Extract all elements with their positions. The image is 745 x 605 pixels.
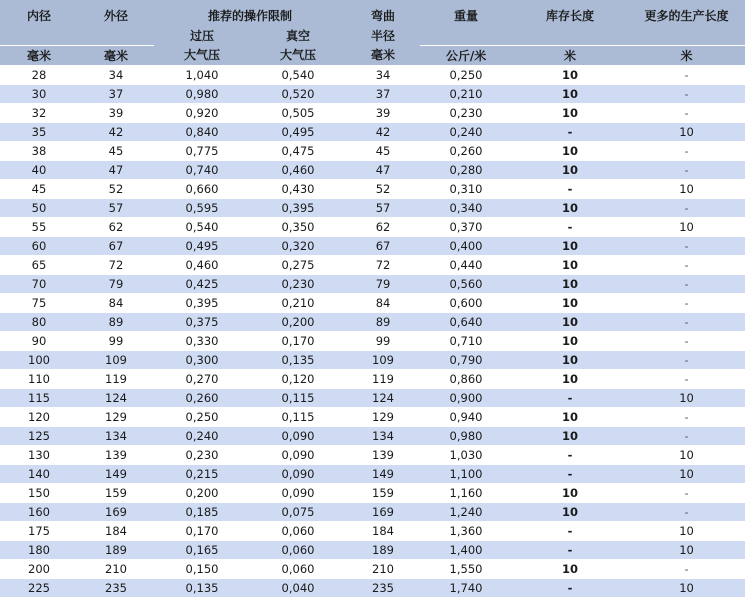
- cell-stock-length: 10: [512, 65, 628, 84]
- cell-inner-diameter: 60: [0, 236, 78, 255]
- cell-stock-length: -: [512, 521, 628, 540]
- cell-inner-diameter: 100: [0, 350, 78, 369]
- cell-vacuum: 0,090: [250, 483, 346, 502]
- cell-inner-diameter: 30: [0, 84, 78, 103]
- cell-vacuum: 0,540: [250, 65, 346, 84]
- cell-vacuum: 0,475: [250, 141, 346, 160]
- cell-outer-diameter: 47: [78, 160, 154, 179]
- cell-vacuum: 0,120: [250, 369, 346, 388]
- cell-outer-diameter: 139: [78, 445, 154, 464]
- cell-outer-diameter: 109: [78, 350, 154, 369]
- cell-overpressure: 0,840: [154, 122, 250, 141]
- header-operating-limits: 推荐的操作限制: [154, 0, 346, 27]
- table-row: [0, 578, 745, 597]
- cell-weight: 0,230: [420, 103, 512, 122]
- cell-vacuum: 0,090: [250, 426, 346, 445]
- cell-vacuum: 0,090: [250, 464, 346, 483]
- table-row: [0, 103, 745, 122]
- cell-stock-length: -: [512, 445, 628, 464]
- cell-overpressure: 0,425: [154, 274, 250, 293]
- cell-more-lengths: -: [628, 160, 745, 179]
- cell-bend-radius: 79: [346, 274, 420, 293]
- unit-overpressure: 大气压: [154, 45, 250, 65]
- cell-outer-diameter: 149: [78, 464, 154, 483]
- cell-more-lengths: -: [628, 236, 745, 255]
- cell-outer-diameter: 79: [78, 274, 154, 293]
- unit-bend-radius: 毫米: [346, 45, 420, 65]
- cell-bend-radius: 159: [346, 483, 420, 502]
- table-row: [0, 84, 745, 103]
- unit-stock-length: 米: [512, 45, 628, 65]
- cell-more-lengths: -: [628, 426, 745, 445]
- cell-inner-diameter: 160: [0, 502, 78, 521]
- header-row-titles: [0, 0, 745, 27]
- unit-vacuum: 大气压: [250, 45, 346, 65]
- cell-vacuum: 0,060: [250, 559, 346, 578]
- table-row: [0, 236, 745, 255]
- cell-more-lengths: 10: [628, 464, 745, 483]
- cell-bend-radius: 99: [346, 331, 420, 350]
- cell-more-lengths: 10: [628, 521, 745, 540]
- cell-vacuum: 0,040: [250, 578, 346, 597]
- cell-inner-diameter: 28: [0, 65, 78, 84]
- cell-outer-diameter: 39: [78, 103, 154, 122]
- table-row: [0, 445, 745, 464]
- cell-weight: 1,400: [420, 540, 512, 559]
- cell-more-lengths: -: [628, 141, 745, 160]
- cell-inner-diameter: 225: [0, 578, 78, 597]
- cell-outer-diameter: 119: [78, 369, 154, 388]
- cell-bend-radius: 189: [346, 540, 420, 559]
- cell-weight: 0,240: [420, 122, 512, 141]
- cell-weight: 0,260: [420, 141, 512, 160]
- cell-bend-radius: 89: [346, 312, 420, 331]
- cell-bend-radius: 124: [346, 388, 420, 407]
- cell-overpressure: 1,040: [154, 65, 250, 84]
- cell-weight: 1,740: [420, 578, 512, 597]
- table-row: [0, 540, 745, 559]
- cell-weight: 0,400: [420, 236, 512, 255]
- cell-stock-length: 10: [512, 255, 628, 274]
- cell-stock-length: 10: [512, 236, 628, 255]
- cell-inner-diameter: 125: [0, 426, 78, 445]
- table-row: [0, 388, 745, 407]
- cell-bend-radius: 139: [346, 445, 420, 464]
- table-row: [0, 559, 745, 578]
- cell-weight: 1,240: [420, 502, 512, 521]
- cell-outer-diameter: 72: [78, 255, 154, 274]
- cell-overpressure: 0,660: [154, 179, 250, 198]
- cell-bend-radius: 72: [346, 255, 420, 274]
- cell-more-lengths: -: [628, 84, 745, 103]
- cell-stock-length: 10: [512, 369, 628, 388]
- cell-stock-length: 10: [512, 559, 628, 578]
- cell-inner-diameter: 150: [0, 483, 78, 502]
- table-row: [0, 502, 745, 521]
- cell-bend-radius: 34: [346, 65, 420, 84]
- cell-overpressure: 0,170: [154, 521, 250, 540]
- cell-overpressure: 0,595: [154, 198, 250, 217]
- cell-bend-radius: 119: [346, 369, 420, 388]
- cell-inner-diameter: 120: [0, 407, 78, 426]
- cell-weight: 1,360: [420, 521, 512, 540]
- cell-weight: 0,340: [420, 198, 512, 217]
- table-row: [0, 255, 745, 274]
- table-row: [0, 312, 745, 331]
- cell-outer-diameter: 124: [78, 388, 154, 407]
- cell-more-lengths: -: [628, 274, 745, 293]
- cell-overpressure: 0,230: [154, 445, 250, 464]
- cell-overpressure: 0,150: [154, 559, 250, 578]
- cell-overpressure: 0,260: [154, 388, 250, 407]
- cell-stock-length: 10: [512, 160, 628, 179]
- cell-weight: 0,560: [420, 274, 512, 293]
- cell-bend-radius: 129: [346, 407, 420, 426]
- cell-bend-radius: 134: [346, 426, 420, 445]
- cell-more-lengths: 10: [628, 122, 745, 141]
- header-vacuum: 真空: [250, 27, 346, 45]
- cell-bend-radius: 42: [346, 122, 420, 141]
- cell-stock-length: -: [512, 578, 628, 597]
- cell-weight: 0,640: [420, 312, 512, 331]
- cell-overpressure: 0,460: [154, 255, 250, 274]
- table-row: [0, 331, 745, 350]
- cell-outer-diameter: 42: [78, 122, 154, 141]
- cell-overpressure: 0,540: [154, 217, 250, 236]
- cell-more-lengths: -: [628, 293, 745, 312]
- table-row: [0, 426, 745, 445]
- cell-outer-diameter: 169: [78, 502, 154, 521]
- cell-bend-radius: 235: [346, 578, 420, 597]
- cell-vacuum: 0,060: [250, 540, 346, 559]
- cell-inner-diameter: 70: [0, 274, 78, 293]
- header-bend-radius-line1: 弯曲: [346, 0, 420, 27]
- cell-more-lengths: 10: [628, 388, 745, 407]
- table-row: [0, 179, 745, 198]
- cell-vacuum: 0,430: [250, 179, 346, 198]
- table-row: [0, 122, 745, 141]
- cell-more-lengths: -: [628, 65, 745, 84]
- cell-overpressure: 0,330: [154, 331, 250, 350]
- cell-bend-radius: 45: [346, 141, 420, 160]
- cell-bend-radius: 62: [346, 217, 420, 236]
- cell-vacuum: 0,275: [250, 255, 346, 274]
- cell-vacuum: 0,090: [250, 445, 346, 464]
- cell-stock-length: 10: [512, 350, 628, 369]
- cell-inner-diameter: 90: [0, 331, 78, 350]
- cell-weight: 0,280: [420, 160, 512, 179]
- cell-weight: 1,550: [420, 559, 512, 578]
- header-weight: 重量: [420, 0, 512, 45]
- cell-bend-radius: 37: [346, 84, 420, 103]
- table-row: [0, 141, 745, 160]
- cell-weight: 0,210: [420, 84, 512, 103]
- cell-stock-length: 10: [512, 103, 628, 122]
- cell-overpressure: 0,395: [154, 293, 250, 312]
- cell-outer-diameter: 45: [78, 141, 154, 160]
- cell-stock-length: 10: [512, 426, 628, 445]
- cell-stock-length: -: [512, 179, 628, 198]
- cell-stock-length: 10: [512, 274, 628, 293]
- cell-weight: 0,790: [420, 350, 512, 369]
- cell-stock-length: 10: [512, 84, 628, 103]
- table-row: [0, 521, 745, 540]
- cell-overpressure: 0,165: [154, 540, 250, 559]
- cell-weight: 1,160: [420, 483, 512, 502]
- cell-weight: 0,440: [420, 255, 512, 274]
- table-row: [0, 274, 745, 293]
- cell-bend-radius: 184: [346, 521, 420, 540]
- cell-more-lengths: 10: [628, 217, 745, 236]
- cell-weight: 0,900: [420, 388, 512, 407]
- cell-outer-diameter: 235: [78, 578, 154, 597]
- cell-inner-diameter: 175: [0, 521, 78, 540]
- cell-more-lengths: -: [628, 559, 745, 578]
- header-row-units: [0, 45, 745, 65]
- cell-bend-radius: 47: [346, 160, 420, 179]
- cell-stock-length: -: [512, 540, 628, 559]
- cell-vacuum: 0,395: [250, 198, 346, 217]
- cell-vacuum: 0,230: [250, 274, 346, 293]
- cell-outer-diameter: 159: [78, 483, 154, 502]
- cell-outer-diameter: 84: [78, 293, 154, 312]
- cell-more-lengths: -: [628, 350, 745, 369]
- cell-bend-radius: 57: [346, 198, 420, 217]
- cell-outer-diameter: 62: [78, 217, 154, 236]
- cell-more-lengths: -: [628, 255, 745, 274]
- cell-weight: 0,600: [420, 293, 512, 312]
- cell-bend-radius: 39: [346, 103, 420, 122]
- table-row: [0, 65, 745, 84]
- cell-outer-diameter: 99: [78, 331, 154, 350]
- cell-overpressure: 0,495: [154, 236, 250, 255]
- cell-overpressure: 0,185: [154, 502, 250, 521]
- cell-weight: 0,310: [420, 179, 512, 198]
- cell-more-lengths: -: [628, 502, 745, 521]
- cell-inner-diameter: 110: [0, 369, 78, 388]
- cell-more-lengths: 10: [628, 540, 745, 559]
- unit-inner-diameter: 毫米: [0, 45, 78, 65]
- cell-weight: 0,250: [420, 65, 512, 84]
- cell-bend-radius: 169: [346, 502, 420, 521]
- cell-vacuum: 0,495: [250, 122, 346, 141]
- cell-vacuum: 0,520: [250, 84, 346, 103]
- cell-vacuum: 0,460: [250, 160, 346, 179]
- cell-more-lengths: 10: [628, 179, 745, 198]
- cell-inner-diameter: 45: [0, 179, 78, 198]
- cell-overpressure: 0,135: [154, 578, 250, 597]
- cell-stock-length: 10: [512, 198, 628, 217]
- cell-overpressure: 0,740: [154, 160, 250, 179]
- cell-vacuum: 0,115: [250, 407, 346, 426]
- cell-outer-diameter: 67: [78, 236, 154, 255]
- cell-weight: 0,860: [420, 369, 512, 388]
- cell-vacuum: 0,320: [250, 236, 346, 255]
- cell-outer-diameter: 34: [78, 65, 154, 84]
- cell-overpressure: 0,375: [154, 312, 250, 331]
- cell-overpressure: 0,300: [154, 350, 250, 369]
- cell-more-lengths: 10: [628, 445, 745, 464]
- cell-vacuum: 0,505: [250, 103, 346, 122]
- table-row: [0, 407, 745, 426]
- cell-outer-diameter: 57: [78, 198, 154, 217]
- cell-weight: 1,100: [420, 464, 512, 483]
- cell-more-lengths: -: [628, 407, 745, 426]
- table-row: [0, 464, 745, 483]
- cell-inner-diameter: 130: [0, 445, 78, 464]
- cell-more-lengths: -: [628, 103, 745, 122]
- header-stock-length: 库存长度: [512, 0, 628, 45]
- cell-outer-diameter: 37: [78, 84, 154, 103]
- cell-bend-radius: 67: [346, 236, 420, 255]
- cell-inner-diameter: 40: [0, 160, 78, 179]
- cell-outer-diameter: 189: [78, 540, 154, 559]
- cell-weight: 0,940: [420, 407, 512, 426]
- cell-bend-radius: 52: [346, 179, 420, 198]
- cell-overpressure: 0,920: [154, 103, 250, 122]
- cell-inner-diameter: 55: [0, 217, 78, 236]
- unit-weight: 公斤/米: [420, 45, 512, 65]
- cell-more-lengths: 10: [628, 578, 745, 597]
- cell-more-lengths: -: [628, 331, 745, 350]
- cell-bend-radius: 84: [346, 293, 420, 312]
- table-row: [0, 483, 745, 502]
- cell-more-lengths: -: [628, 312, 745, 331]
- cell-vacuum: 0,170: [250, 331, 346, 350]
- cell-weight: 0,710: [420, 331, 512, 350]
- table-row: [0, 350, 745, 369]
- cell-outer-diameter: 184: [78, 521, 154, 540]
- cell-vacuum: 0,210: [250, 293, 346, 312]
- cell-bend-radius: 149: [346, 464, 420, 483]
- cell-outer-diameter: 89: [78, 312, 154, 331]
- cell-weight: 1,030: [420, 445, 512, 464]
- cell-stock-length: 10: [512, 293, 628, 312]
- table-row: [0, 369, 745, 388]
- cell-inner-diameter: 80: [0, 312, 78, 331]
- cell-overpressure: 0,200: [154, 483, 250, 502]
- cell-weight: 0,980: [420, 426, 512, 445]
- cell-inner-diameter: 50: [0, 198, 78, 217]
- header-inner-diameter: 内径: [0, 0, 78, 45]
- cell-outer-diameter: 129: [78, 407, 154, 426]
- cell-vacuum: 0,115: [250, 388, 346, 407]
- cell-stock-length: 10: [512, 141, 628, 160]
- cell-inner-diameter: 140: [0, 464, 78, 483]
- cell-overpressure: 0,240: [154, 426, 250, 445]
- cell-stock-length: 10: [512, 331, 628, 350]
- cell-stock-length: -: [512, 388, 628, 407]
- table-row: [0, 198, 745, 217]
- cell-inner-diameter: 65: [0, 255, 78, 274]
- cell-stock-length: 10: [512, 483, 628, 502]
- cell-stock-length: -: [512, 122, 628, 141]
- table-body: [0, 65, 745, 597]
- cell-inner-diameter: 200: [0, 559, 78, 578]
- cell-inner-diameter: 180: [0, 540, 78, 559]
- header-more-lengths: 更多的生产长度: [628, 0, 745, 45]
- cell-stock-length: 10: [512, 312, 628, 331]
- cell-stock-length: 10: [512, 407, 628, 426]
- cell-bend-radius: 109: [346, 350, 420, 369]
- cell-inner-diameter: 32: [0, 103, 78, 122]
- header-overpressure: 过压: [154, 27, 250, 45]
- cell-overpressure: 0,775: [154, 141, 250, 160]
- cell-outer-diameter: 52: [78, 179, 154, 198]
- cell-more-lengths: -: [628, 483, 745, 502]
- cell-outer-diameter: 210: [78, 559, 154, 578]
- cell-overpressure: 0,270: [154, 369, 250, 388]
- cell-stock-length: 10: [512, 502, 628, 521]
- cell-inner-diameter: 35: [0, 122, 78, 141]
- unit-outer-diameter: 毫米: [78, 45, 154, 65]
- table-row: [0, 160, 745, 179]
- cell-inner-diameter: 115: [0, 388, 78, 407]
- header-bend-radius-line2: 半径: [346, 27, 420, 45]
- cell-more-lengths: -: [628, 369, 745, 388]
- cell-stock-length: -: [512, 464, 628, 483]
- cell-inner-diameter: 38: [0, 141, 78, 160]
- cell-vacuum: 0,350: [250, 217, 346, 236]
- cell-stock-length: -: [512, 217, 628, 236]
- cell-overpressure: 0,980: [154, 84, 250, 103]
- cell-bend-radius: 210: [346, 559, 420, 578]
- cell-vacuum: 0,135: [250, 350, 346, 369]
- cell-vacuum: 0,200: [250, 312, 346, 331]
- cell-overpressure: 0,250: [154, 407, 250, 426]
- header-outer-diameter: 外径: [78, 0, 154, 45]
- unit-more-lengths: 米: [628, 45, 745, 65]
- cell-vacuum: 0,075: [250, 502, 346, 521]
- table-header: [0, 0, 745, 65]
- cell-inner-diameter: 75: [0, 293, 78, 312]
- cell-outer-diameter: 134: [78, 426, 154, 445]
- cell-weight: 0,370: [420, 217, 512, 236]
- table-row: [0, 217, 745, 236]
- table-row: [0, 293, 745, 312]
- cell-overpressure: 0,215: [154, 464, 250, 483]
- cell-vacuum: 0,060: [250, 521, 346, 540]
- cell-more-lengths: -: [628, 198, 745, 217]
